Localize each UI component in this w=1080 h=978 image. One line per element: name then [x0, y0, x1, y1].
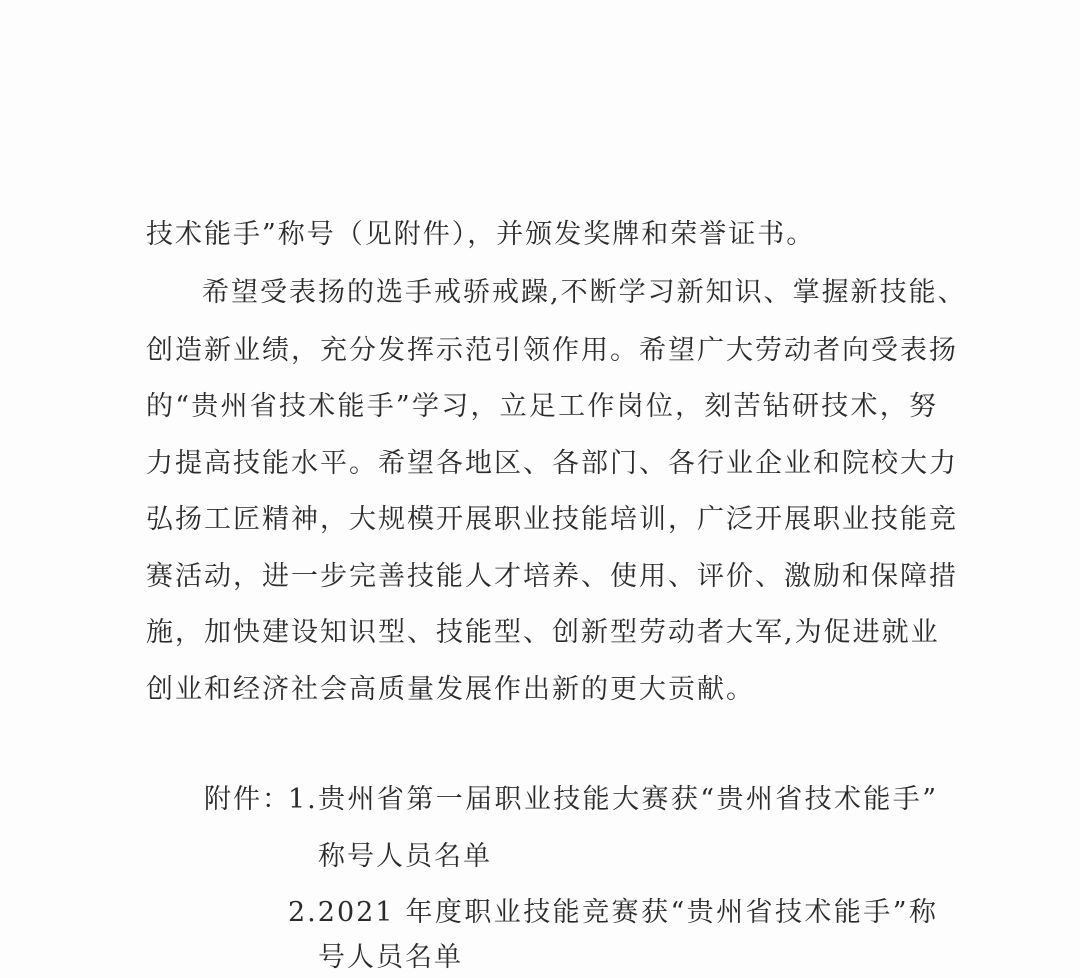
- paragraph-line-9: 创业和经济社会高质量发展作出新的更大贡献。: [146, 674, 755, 705]
- paragraph-line-7: 赛活动，进一步完善技能人才培养、使用、评价、激励和保障措: [146, 561, 958, 592]
- attachment-item-2-line-1: 2.2021 年度职业技能竞赛获“贵州省技术能手”称: [288, 897, 938, 928]
- attachment-item-1-line-1: 1.贵州省第一届职业技能大赛获“贵州省技术能手”: [288, 784, 938, 815]
- attachment-label: 附件：: [204, 784, 291, 815]
- attachment-item-1-line-2: 称号人员名单: [318, 841, 492, 872]
- paragraph-line-1: 技术能手”称号（见附件），并颁发奖牌和荣誉证书。: [146, 219, 816, 250]
- paragraph-line-5: 力提高技能水平。希望各地区、各部门、各行业企业和院校大力: [146, 448, 958, 479]
- attachment-item-2-line-2: 号人员名单: [318, 942, 463, 973]
- paragraph-line-8: 施，加快建设知识型、技能型、创新型劳动者大军,为促进就业: [146, 617, 940, 648]
- paragraph-line-6: 弘扬工匠精神，大规模开展职业技能培训，广泛开展职业技能竞: [146, 504, 958, 535]
- paragraph-line-3: 创造新业绩，充分发挥示范引领作用。希望广大劳动者向受表扬: [146, 335, 958, 366]
- paragraph-line-4: 的“贵州省技术能手”学习，立足工作岗位，刻苦钻研技术，努: [146, 391, 938, 422]
- paragraph-line-2: 希望受表扬的选手戒骄戒躁,不断学习新知识、掌握新技能、: [202, 277, 967, 308]
